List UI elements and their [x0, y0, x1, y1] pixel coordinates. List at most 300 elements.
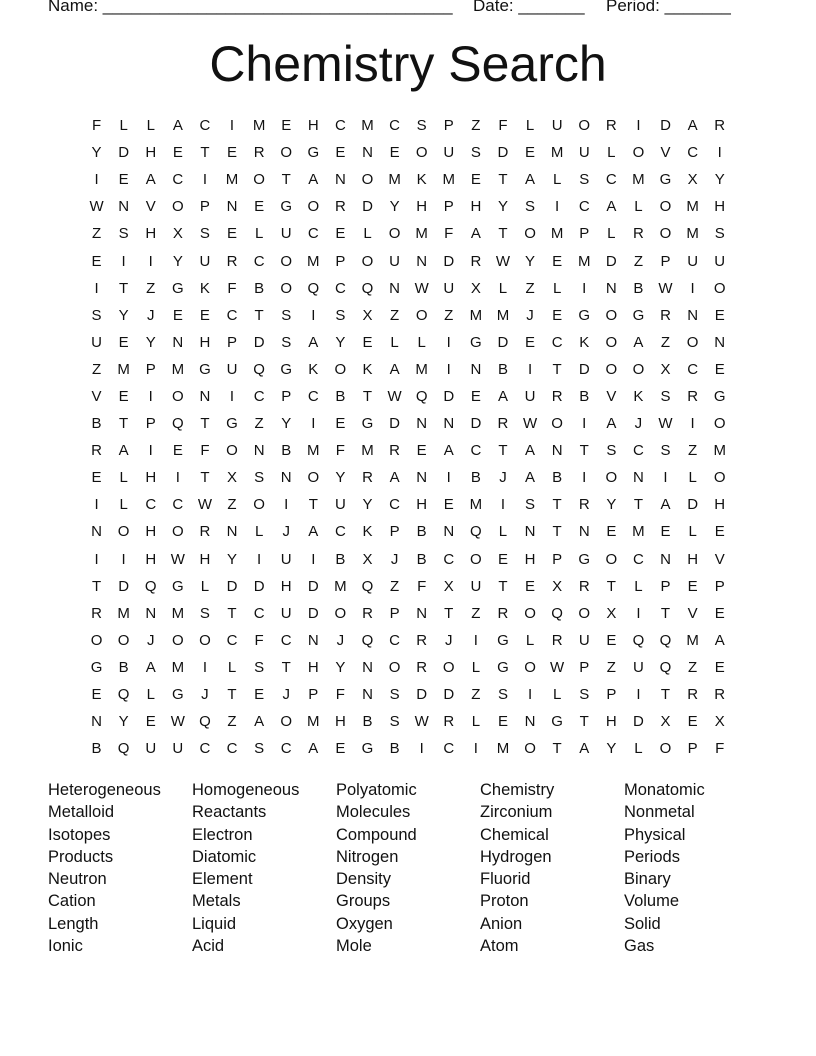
word-bank-item: Liquid [192, 914, 237, 933]
grid-letter: U [443, 144, 455, 162]
grid-letter: Q [199, 713, 211, 731]
grid-letter: E [172, 306, 183, 324]
grid-letter: O [713, 279, 726, 297]
grid-letter: T [498, 577, 508, 595]
grid-letter: O [632, 144, 645, 162]
grid-letter: R [253, 144, 265, 162]
grid-letter: D [226, 577, 238, 595]
grid-letter: C [389, 496, 400, 514]
grid-letter: G [171, 686, 184, 704]
grid-letter: Y [91, 144, 102, 162]
grid-letter: D [118, 577, 130, 595]
grid-letter: O [171, 523, 184, 541]
grid-letter: O [713, 469, 726, 487]
grid-letter: A [172, 117, 183, 135]
grid-letter: I [636, 686, 641, 704]
grid-letter: C [605, 171, 617, 189]
grid-letter: Q [470, 523, 482, 541]
grid-letter: O [334, 604, 347, 622]
grid-letter: R [497, 415, 509, 433]
grid-letter: E [714, 658, 725, 676]
grid-letter: L [552, 171, 562, 189]
grid-letter: I [527, 686, 533, 704]
word-bank-item: Chemical [480, 825, 549, 844]
grid-letter: G [632, 306, 645, 324]
grid-letter: A [687, 117, 698, 135]
grid-letter: O [605, 360, 618, 378]
grid-letter: R [362, 604, 373, 622]
grid-letter: P [145, 415, 156, 433]
grid-letter: N [334, 171, 346, 189]
grid-letter: L [471, 713, 481, 731]
word-bank-item: Anion [480, 914, 523, 933]
grid-letter: K [416, 171, 427, 189]
grid-letter: P [335, 252, 346, 270]
grid-letter: U [633, 658, 644, 676]
grid-letter: C [470, 442, 482, 460]
grid-letter: N [416, 469, 428, 487]
grid-letter: S [254, 740, 265, 758]
grid-letter: R [605, 117, 617, 135]
grid-letter: B [416, 550, 427, 568]
grid-letter: J [336, 631, 345, 649]
grid-letter: T [200, 144, 210, 162]
word-bank-item: Monatomic [624, 781, 705, 799]
grid-letter: Y [389, 198, 400, 216]
grid-letter: F [715, 740, 725, 758]
grid-letter: P [308, 686, 319, 704]
grid-letter: H [307, 658, 319, 676]
grid-letter: O [307, 198, 320, 216]
grid-letter: M [713, 442, 726, 460]
grid-letter: O [442, 658, 455, 676]
grid-letter: L [634, 198, 643, 216]
grid-letter: L [634, 577, 643, 595]
grid-letter: O [199, 631, 211, 649]
grid-letter: M [415, 225, 428, 243]
grid-letter: M [686, 631, 699, 649]
grid-letter: H [145, 144, 157, 162]
word-bank-item: Element [192, 870, 253, 889]
grid-letter: L [390, 333, 399, 351]
grid-letter: S [281, 306, 292, 324]
grid-letter: I [446, 360, 451, 378]
grid-letter: L [688, 469, 697, 487]
grid-letter: A [308, 333, 319, 351]
grid-letter: I [419, 740, 424, 758]
grid-letter: P [281, 387, 292, 405]
grid-letter: U [199, 252, 211, 270]
grid-letter: I [527, 360, 533, 378]
grid-letter: N [118, 198, 130, 216]
grid-letter: T [552, 740, 562, 758]
grid-letter: L [227, 658, 237, 676]
grid-letter: O [713, 415, 726, 433]
grid-letter: C [687, 360, 699, 378]
grid-letter: C [226, 631, 238, 649]
grid-letter: G [226, 415, 238, 433]
grid-letter: M [307, 713, 320, 731]
grid-letter: Q [253, 360, 265, 378]
grid-letter: H [145, 550, 157, 568]
grid-letter: C [389, 631, 400, 649]
grid-letter: T [606, 577, 616, 595]
grid-letter: P [227, 333, 238, 351]
grid-letter: I [717, 144, 722, 162]
grid-letter: C [633, 550, 644, 568]
grid-letter: T [660, 604, 671, 622]
grid-letter: T [579, 442, 589, 460]
grid-letter: M [307, 442, 320, 460]
grid-letter: R [497, 604, 509, 622]
grid-letter: W [658, 279, 673, 297]
grid-letter: C [145, 496, 157, 514]
grid-letter: L [200, 577, 210, 595]
grid-letter: I [636, 604, 641, 622]
grid-letter: O [524, 658, 536, 676]
grid-letter: B [362, 713, 373, 731]
grid-letter: L [254, 225, 264, 243]
grid-letter: A [579, 740, 590, 758]
grid-letter: U [280, 550, 292, 568]
grid-letter: I [257, 550, 262, 568]
grid-letter: O [415, 306, 428, 324]
grid-letter: I [229, 117, 235, 135]
grid-letter: E [470, 171, 481, 189]
grid-letter: O [524, 604, 536, 622]
grid-letter: B [389, 740, 400, 758]
grid-letter: P [660, 577, 671, 595]
grid-letter: N [551, 442, 563, 460]
grid-letter: E [552, 306, 563, 324]
grid-letter: S [579, 171, 590, 189]
grid-letter: C [199, 117, 211, 135]
grid-letter: E [118, 387, 129, 405]
grid-letter: Z [389, 306, 400, 324]
grid-letter: U [687, 252, 699, 270]
grid-letter: P [443, 198, 454, 216]
grid-letter: Y [714, 171, 725, 189]
grid-letter: U [280, 225, 292, 243]
grid-letter: T [281, 171, 291, 189]
grid-letter: I [446, 469, 451, 487]
grid-letter: Z [227, 713, 237, 731]
grid-letter: X [552, 577, 563, 595]
grid-letter: T [200, 415, 210, 433]
grid-letter: I [229, 387, 235, 405]
grid-letter: G [497, 631, 509, 649]
grid-letter: F [335, 686, 345, 704]
grid-letter: N [362, 686, 373, 704]
grid-letter: M [415, 360, 428, 378]
grid-letter: E [606, 523, 617, 541]
grid-letter: J [282, 523, 290, 541]
grid-letter: I [473, 740, 478, 758]
grid-letter: N [280, 469, 292, 487]
grid-letter: N [687, 306, 699, 324]
grid-letter: E [118, 333, 129, 351]
grid-letter: Y [172, 252, 183, 270]
grid-letter: L [498, 279, 508, 297]
grid-letter: L [254, 523, 264, 541]
grid-letter: O [280, 252, 293, 270]
word-bank-item: Volume [624, 892, 680, 911]
grid-letter: F [254, 631, 264, 649]
grid-letter: G [578, 550, 591, 568]
grid-letter: C [334, 117, 346, 135]
grid-letter: O [171, 631, 184, 649]
word-bank-item: Fluorid [480, 870, 531, 889]
grid-letter: N [172, 333, 184, 351]
grid-letter: T [660, 686, 671, 704]
word-bank-item: Reactants [192, 803, 267, 822]
grid-letter: A [308, 523, 319, 541]
grid-letter: W [170, 713, 185, 731]
grid-letter: D [253, 333, 265, 351]
grid-letter: X [660, 713, 671, 731]
grid-letter: U [470, 577, 482, 595]
word-bank-item: Heterogeneous [48, 781, 161, 799]
grid-letter: B [470, 469, 481, 487]
grid-letter: T [579, 713, 589, 731]
grid-letter: I [311, 550, 316, 568]
grid-letter: K [308, 360, 319, 378]
grid-letter: R [687, 387, 699, 405]
grid-letter: I [94, 171, 99, 189]
grid-letter: H [199, 333, 211, 351]
date-field-label: Date: _______ [473, 0, 585, 15]
grid-letter: Y [227, 550, 238, 568]
grid-letter: C [280, 740, 292, 758]
grid-letter: Q [144, 577, 157, 595]
word-bank-item: Periods [624, 847, 680, 866]
grid-letter: N [253, 442, 265, 460]
grid-letter: Q [361, 279, 374, 297]
grid-letter: I [446, 333, 451, 351]
grid-letter: T [498, 442, 508, 460]
grid-letter: D [578, 360, 590, 378]
grid-letter: E [389, 144, 400, 162]
grid-letter: H [145, 469, 157, 487]
grid-letter: H [524, 550, 536, 568]
grid-letter: P [606, 686, 617, 704]
grid-letter: X [443, 577, 454, 595]
grid-letter: T [444, 604, 454, 622]
grid-letter: E [91, 252, 102, 270]
grid-letter: A [145, 171, 156, 189]
grid-letter: O [171, 387, 184, 405]
grid-letter: I [636, 117, 641, 135]
grid-letter: Z [525, 279, 535, 297]
grid-letter: M [442, 171, 456, 189]
grid-letter: O [605, 306, 618, 324]
grid-letter: A [308, 171, 319, 189]
grid-letter: I [148, 387, 153, 405]
grid-letter: N [362, 658, 373, 676]
word-bank-item: Oxygen [336, 914, 393, 933]
word-bank-item: Polyatomic [336, 781, 417, 799]
grid-letter: C [633, 442, 644, 460]
grid-letter: O [361, 171, 374, 189]
grid-letter: F [227, 279, 237, 297]
grid-letter: E [227, 225, 238, 243]
grid-letter: R [551, 631, 563, 649]
grid-letter: T [633, 496, 643, 514]
grid-letter: V [91, 387, 102, 405]
grid-letter: S [660, 442, 671, 460]
grid-letter: S [281, 333, 292, 351]
grid-letter: T [552, 523, 562, 541]
grid-letter: Q [361, 577, 374, 595]
grid-letter: H [334, 713, 346, 731]
word-bank-item: Binary [624, 870, 671, 889]
grid-letter: O [551, 415, 563, 433]
grid-letter: A [497, 387, 508, 405]
grid-letter: P [660, 252, 671, 270]
grid-letter: I [202, 658, 207, 676]
word-bank-item: Atom [480, 937, 519, 956]
grid-letter: I [148, 252, 153, 270]
grid-letter: L [688, 523, 697, 541]
grid-letter: G [171, 577, 184, 595]
grid-letter: E [525, 333, 536, 351]
grid-letter: D [307, 577, 319, 595]
grid-letter: K [362, 360, 373, 378]
grid-letter: V [606, 387, 617, 405]
grid-letter: E [714, 306, 725, 324]
grid-letter: S [199, 225, 210, 243]
grid-letter: N [714, 333, 726, 351]
grid-letter: C [172, 496, 184, 514]
word-bank-item: Acid [192, 937, 225, 956]
grid-letter: T [552, 360, 562, 378]
grid-letter: M [550, 225, 564, 243]
grid-letter: G [659, 171, 672, 189]
grid-letter: T [362, 387, 373, 405]
grid-letter: T [498, 225, 508, 243]
grid-letter: E [687, 577, 698, 595]
grid-letter: G [280, 198, 293, 216]
grid-letter: B [335, 387, 346, 405]
grid-letter: O [117, 631, 130, 649]
grid-letter: Y [335, 333, 346, 351]
grid-letter: J [201, 686, 209, 704]
grid-letter: E [497, 550, 508, 568]
grid-letter: O [117, 523, 130, 541]
grid-letter: E [714, 360, 725, 378]
grid-letter: D [470, 415, 482, 433]
word-bank-item: Cation [48, 892, 96, 911]
grid-letter: D [416, 686, 428, 704]
grid-letter: H [714, 496, 726, 514]
grid-letter: P [579, 658, 590, 676]
grid-letter: N [605, 279, 617, 297]
grid-letter: C [280, 631, 292, 649]
grid-letter: C [443, 740, 455, 758]
grid-letter: O [605, 333, 618, 351]
grid-letter: P [389, 523, 400, 541]
grid-letter: V [687, 604, 698, 622]
grid-letter: A [145, 658, 156, 676]
grid-letter: I [582, 415, 587, 433]
grid-letter: S [254, 658, 265, 676]
grid-letter: H [714, 198, 726, 216]
word-bank-item: Length [48, 914, 99, 933]
grid-letter: N [91, 713, 102, 731]
grid-letter: A [525, 469, 536, 487]
grid-letter: I [94, 550, 99, 568]
grid-letter: E [525, 144, 536, 162]
grid-letter: W [170, 550, 185, 568]
grid-letter: N [199, 387, 211, 405]
grid-letter: N [416, 252, 428, 270]
grid-letter: L [607, 225, 616, 243]
grid-letter: D [633, 713, 644, 731]
grid-letter: N [633, 469, 644, 487]
grid-letter: X [227, 469, 238, 487]
grid-letter: I [663, 469, 668, 487]
grid-letter: R [633, 225, 644, 243]
grid-letter: D [605, 252, 617, 270]
grid-letter: E [443, 496, 454, 514]
grid-letter: Q [171, 415, 184, 433]
grid-letter: I [582, 469, 587, 487]
grid-letter: S [91, 306, 102, 324]
page-title: Chemistry Search [209, 36, 607, 92]
word-bank-item: Homogeneous [192, 781, 300, 799]
grid-letter: X [362, 550, 373, 568]
word-bank-item: Chemistry [480, 781, 555, 799]
grid-letter: N [307, 631, 319, 649]
grid-letter: E [335, 740, 346, 758]
grid-letter: D [497, 333, 509, 351]
grid-letter: W [197, 496, 212, 514]
grid-letter: Z [254, 415, 264, 433]
word-bank-item: Solid [624, 914, 661, 933]
grid-letter: M [388, 171, 401, 189]
grid-letter: I [311, 306, 316, 324]
grid-letter: G [171, 279, 184, 297]
grid-letter: B [335, 550, 346, 568]
grid-letter: E [335, 415, 346, 433]
grid-letter: Y [362, 496, 373, 514]
grid-letter: S [525, 198, 536, 216]
grid-letter: S [714, 225, 725, 243]
word-bank-item: Nonmetal [624, 803, 695, 822]
grid-letter: K [362, 523, 373, 541]
grid-letter: C [687, 144, 699, 162]
grid-letter: S [389, 686, 400, 704]
grid-letter: M [361, 117, 374, 135]
grid-letter: J [146, 631, 155, 649]
word-bank-item: Groups [336, 892, 391, 911]
grid-letter: E [227, 144, 238, 162]
grid-letter: C [307, 225, 319, 243]
grid-letter: L [607, 144, 616, 162]
grid-letter: E [525, 577, 536, 595]
word-bank [48, 779, 768, 957]
grid-letter: T [227, 604, 237, 622]
grid-letter: H [470, 198, 482, 216]
word-bank-item: Molecules [336, 803, 411, 822]
grid-letter: R [443, 713, 455, 731]
grid-letter: U [578, 631, 590, 649]
grid-letter: Q [551, 604, 563, 622]
grid-letter: B [497, 360, 508, 378]
grid-letter: Y [497, 198, 508, 216]
grid-letter: M [469, 306, 483, 324]
grid-letter: L [146, 686, 155, 704]
